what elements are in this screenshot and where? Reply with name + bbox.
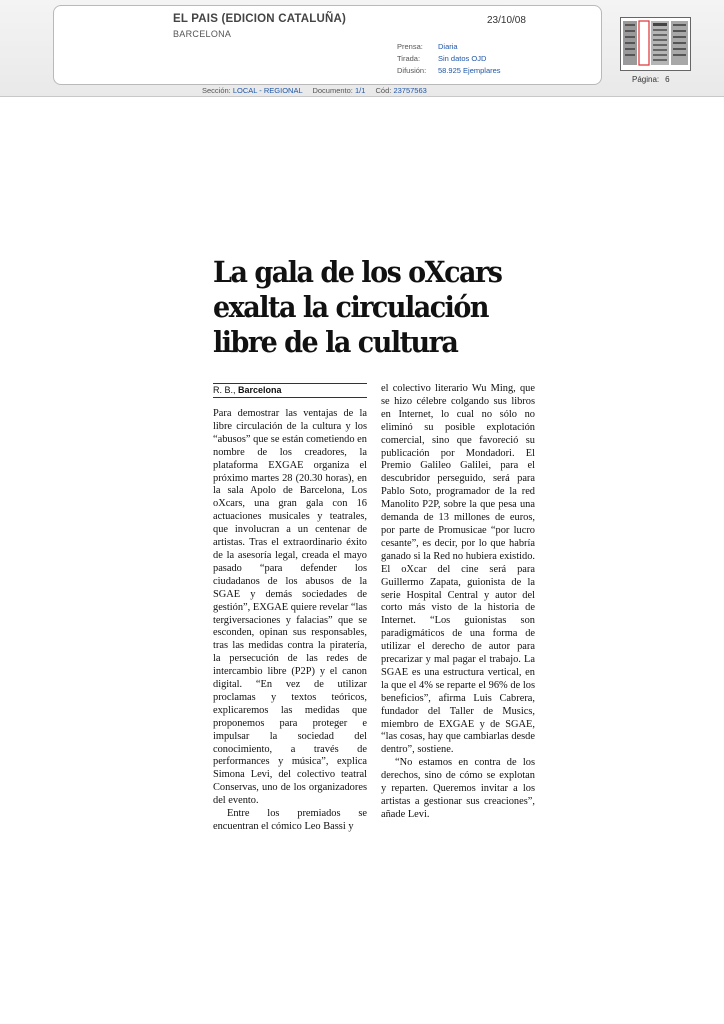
meta-row-prensa <box>397 41 501 53</box>
document-label: Documento: <box>312 86 353 95</box>
meta-value: Sin datos OJD <box>438 54 487 63</box>
section-label: Sección: <box>202 86 231 95</box>
meta-value: 58.925 Ejemplares <box>438 66 501 75</box>
page-label: Página: <box>632 75 660 84</box>
page-indicator <box>632 75 670 84</box>
document-value: 1/1 <box>354 86 366 95</box>
article <box>213 255 535 832</box>
meta-value: Diaria <box>438 42 458 51</box>
publication-city: BARCELONA <box>173 29 232 39</box>
article-body <box>213 383 535 834</box>
code-value: 23757563 <box>393 86 427 95</box>
meta-key: Prensa: <box>397 42 423 51</box>
byline <box>213 383 367 398</box>
headline-line: La gala de los oXcars <box>213 255 502 289</box>
headline-line: exalta la circulación <box>213 290 489 324</box>
section-line <box>202 86 427 95</box>
article-column-1 <box>213 383 367 834</box>
metadata-list <box>397 41 501 77</box>
clipping-header <box>0 0 724 97</box>
meta-row-difusion <box>397 65 501 77</box>
meta-row-tirada <box>397 53 501 65</box>
page-thumbnail[interactable] <box>620 17 691 71</box>
meta-key: Difusión: <box>397 66 427 75</box>
code-label: Cód: <box>375 86 392 95</box>
article-headline <box>213 255 535 360</box>
meta-key: Tirada: <box>397 54 421 63</box>
paragraph: “No estamos en contra de los derechos, sino de cómo se explotan y reparten. Queremos invitar a los artistas a gestionar sus creaciones”, añade Levi. <box>381 757 535 820</box>
byline-place: Barcelona <box>238 385 282 395</box>
publication-date: 23/10/08 <box>487 15 526 26</box>
paragraph: Para demostrar las ventajas de la libre circulación de la cultura y los “abusos” que se están cometiendo en nombre de los creadores, la plataforma EXGAE organiza el próximo martes 28 (20.30 horas), en la sala Apolo de Barcelona, Los oXcars, una gran gala con 16 actuaciones musicales y teatrales, que involucran a un centenar de artistas. Tras el extraordinario éxito de la asesoría legal, creada el mayo pasado “para defender los ciudadanos de los abusos de la SGAE y demás sociedades de gestión”, EXGAE quiere revelar “las tergiversaciones y falacias” que se esconden, opinan sus responsables, tras las medidas contra la piratería, la persecución de las redes de intercambio libre (P2P) y el canon digital. “En vez de utilizar proclamas y textos teóricos, explicaremos las medidas que proponemos para proteger e impulsar la sociedad del conocimiento, a través de performances y música”, explica Simona Levi, del colectivo teatral Conservas, uno de los organizadores del evento. <box>213 408 367 807</box>
paragraph: el colectivo literario Wu Ming, que se hizo célebre colgando sus libros en Internet, lo cual no sólo no eliminó su posible explotación comercial, sino que favoreció su publicación por Mondadori. El Premio Galileo Galilei, para el descubridor perseguido, será para Pablo Soto, programador de la red Manolito P2P, sobre la que pesa una demanda de 13 millones de euros, por parte de Promusicae “por lucro cesante”, es decir, por lo que habría ganado si la Red no hubiera existido. El oXcar del cine será para Guillermo Zapata, guionista de la serie Hospital Central y autor del corto más visto de la historia de Internet. “Los guionistas son paradigmáticos de una forma de utilizar el derecho de autor para precarizar y mal pagar el trabajo. La SGAE es una estructura vertical, en la que el 4% se reparte el 96% de los beneficios”, afirma Luis Cabrera, fundador del Taller de Musics, miembro de EXGAE y de SGAE, “las cosas, hay que cambiarlas desde dentro”, sostiene. <box>381 383 535 756</box>
section-value: LOCAL - REGIONAL <box>232 86 303 95</box>
article-column-2 <box>381 383 535 834</box>
metadata-card <box>53 5 602 85</box>
headline-line: libre de la cultura <box>213 325 458 359</box>
page-number: 6 <box>665 75 670 84</box>
paragraph: Entre los premiados se encuentran el cómico Leo Bassi y <box>213 808 367 832</box>
publication-name: EL PAIS (EDICION CATALUÑA) <box>173 13 347 25</box>
byline-author: R. B., <box>213 385 236 395</box>
